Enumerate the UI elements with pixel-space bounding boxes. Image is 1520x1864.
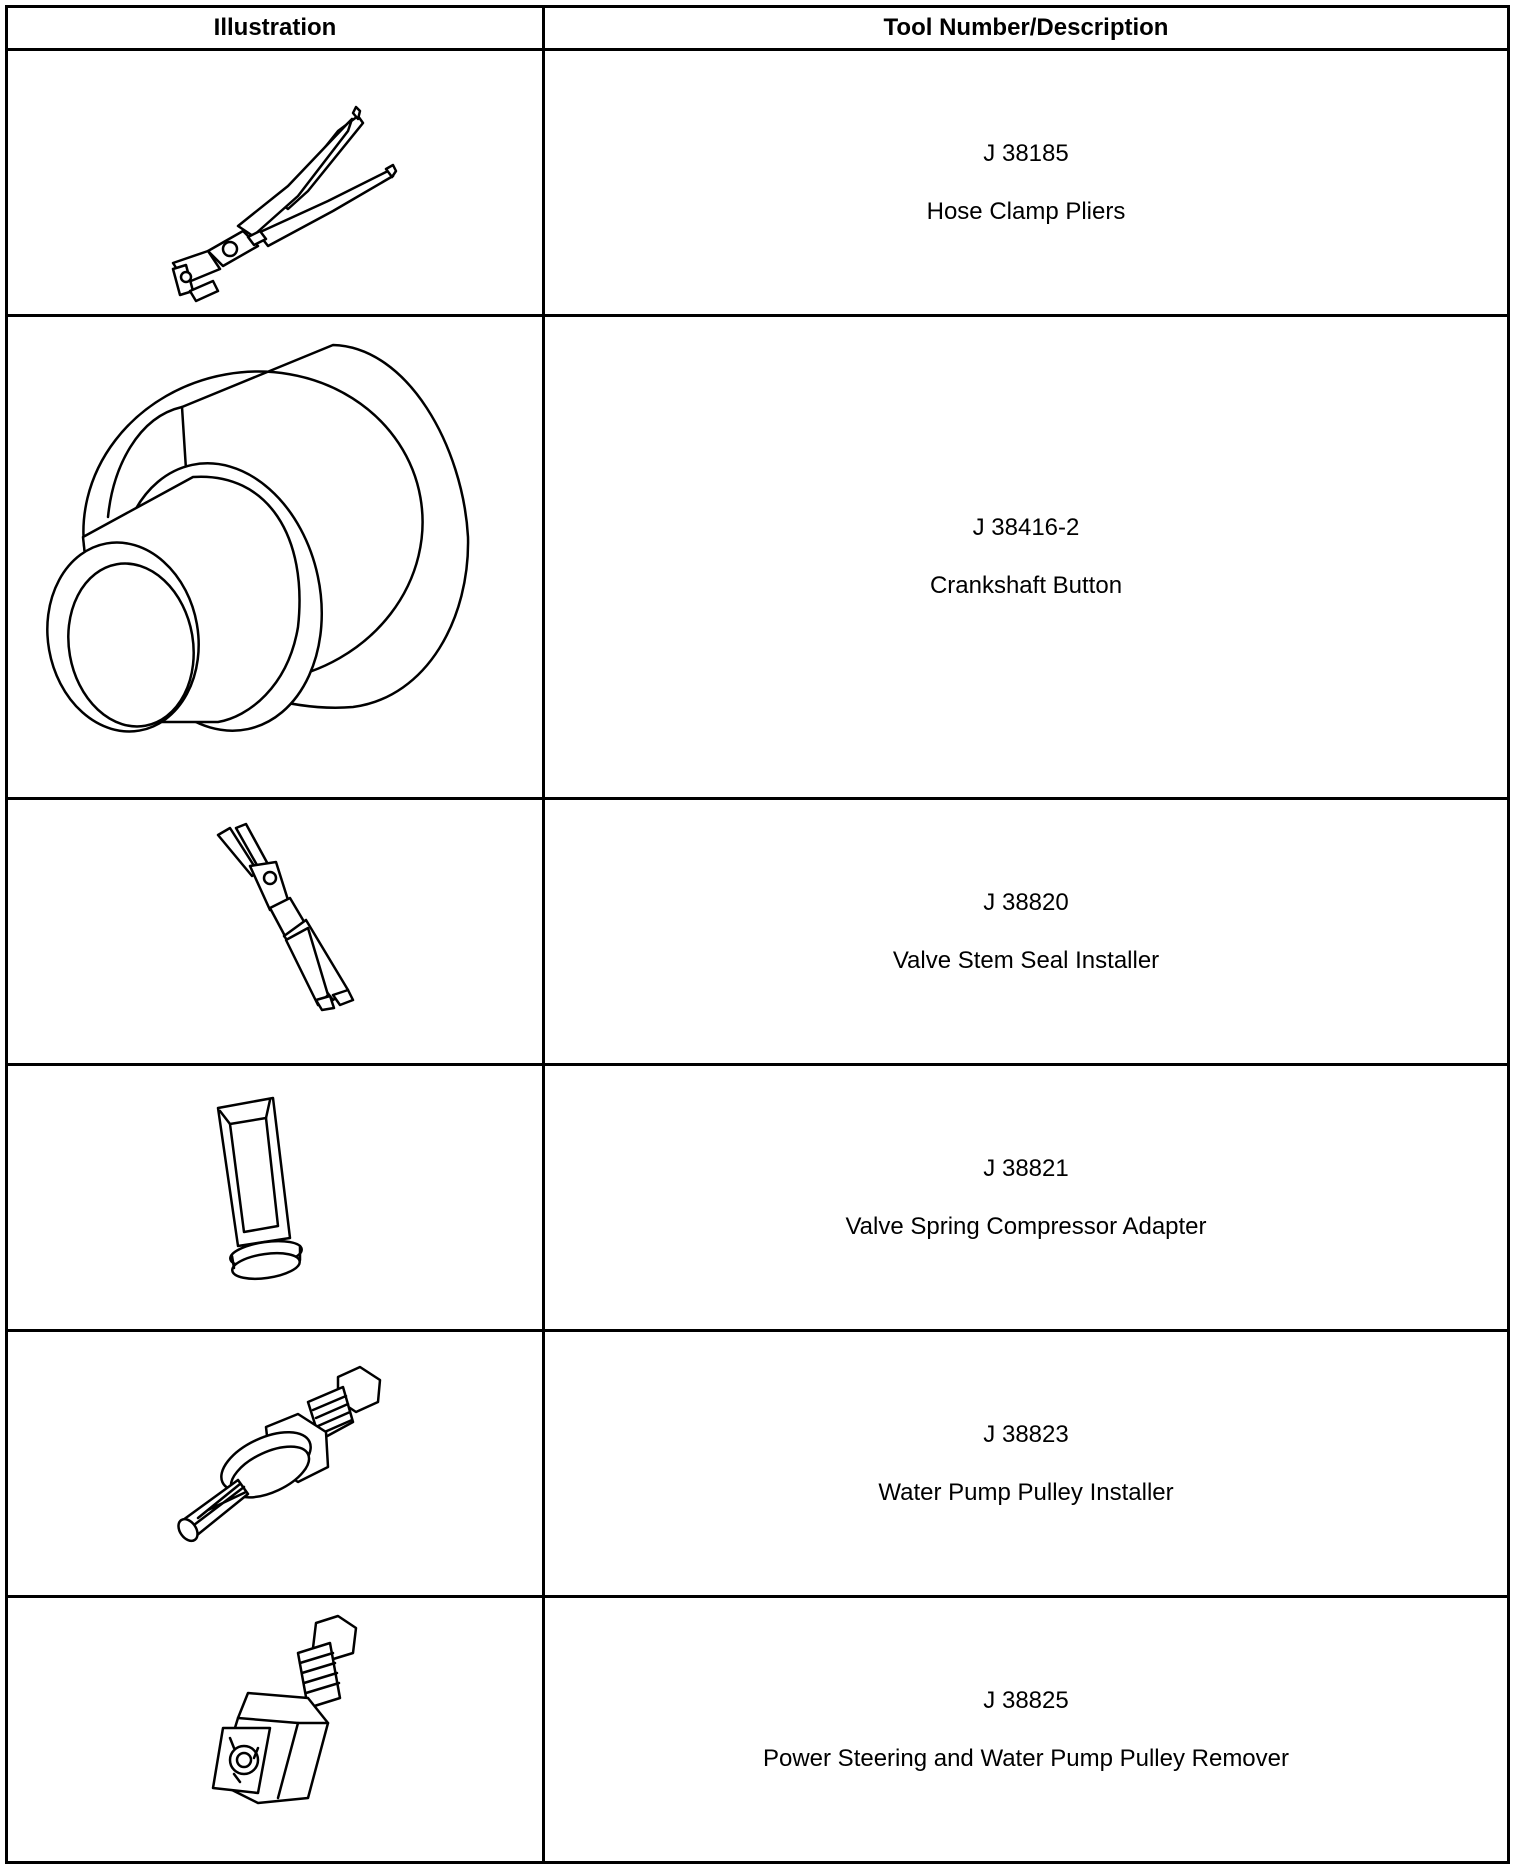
tool-description-cell (544, 1331, 1509, 1597)
tool-description: Valve Spring Compressor Adapter (845, 1212, 1207, 1240)
tool-description: Hose Clamp Pliers (926, 197, 1126, 225)
pulley-remover-icon (8, 1598, 545, 1861)
tool-description-cell (544, 1065, 1509, 1331)
header-tool-description: Tool Number/Description (544, 7, 1509, 50)
illustration-cell (7, 1065, 544, 1331)
hose-clamp-pliers-icon (8, 51, 545, 314)
illustration-cell (7, 50, 544, 316)
table-row (7, 1597, 1509, 1863)
tool-number: J 38823 (983, 1420, 1069, 1448)
tool-description: Valve Stem Seal Installer (892, 946, 1160, 974)
tool-description: Power Steering and Water Pump Pulley Remover (762, 1744, 1289, 1772)
tool-number: J 38825 (983, 1686, 1069, 1714)
table-row (7, 316, 1509, 799)
tool-description: Crankshaft Button (929, 572, 1123, 599)
illustration-cell (7, 1597, 544, 1863)
tool-description-cell (544, 799, 1509, 1065)
valve-spring-compressor-adapter-icon (8, 1066, 545, 1329)
table-row (7, 1065, 1509, 1331)
tool-description: Water Pump Pulley Installer (878, 1478, 1174, 1506)
illustration-cell (7, 316, 544, 799)
illustration-cell (7, 799, 544, 1065)
header-illustration: Illustration (7, 7, 544, 50)
special-tools-table (5, 5, 1510, 1864)
crankshaft-button-icon (8, 317, 545, 797)
table-row (7, 799, 1509, 1065)
tool-description-cell (544, 1597, 1509, 1863)
tool-number: J 38416-2 (972, 514, 1080, 541)
header-row (7, 7, 1509, 50)
tool-description-cell (544, 50, 1509, 316)
tool-number: J 38821 (983, 1154, 1069, 1182)
tool-number: J 38820 (983, 888, 1069, 916)
table-row (7, 50, 1509, 316)
table-row (7, 1331, 1509, 1597)
tool-number: J 38185 (983, 139, 1069, 167)
valve-stem-seal-installer-icon (8, 800, 545, 1063)
tool-description-cell (544, 316, 1509, 799)
illustration-cell (7, 1331, 544, 1597)
water-pump-pulley-installer-icon (8, 1332, 545, 1595)
